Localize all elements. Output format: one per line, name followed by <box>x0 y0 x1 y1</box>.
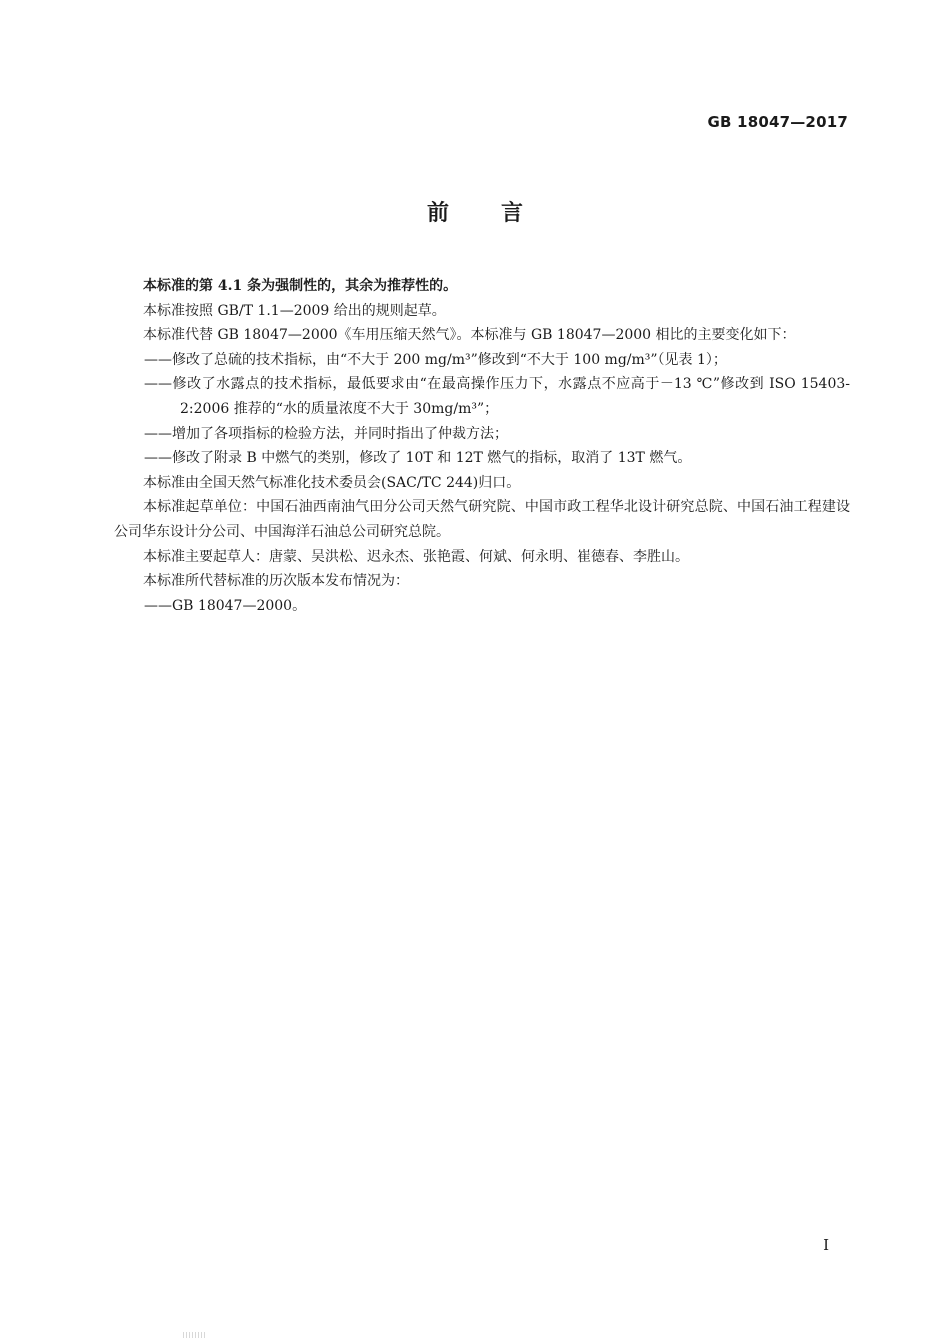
mandatory-clause-statement: 本标准的第 4.1 条为强制性的，其余为推荐性的。 <box>143 278 458 294</box>
page-number: I <box>823 1236 829 1254</box>
history-statement: 本标准所代替标准的历次版本发布情况为： <box>143 573 409 590</box>
foreword-body <box>114 274 850 618</box>
drafting-units-statement: 本标准起草单位：中国石油西南油气田分公司天然气研究院、中国市政工程华北设计研究总院、中国石油工程建设公司华东设计分公司、中国海洋石油总公司研究总院。 <box>114 499 850 540</box>
change-item-4: ——修改了附录 B 中燃气的类别，修改了 10T 和 12T 燃气的指标，取消了 13T 燃气。 <box>144 450 692 467</box>
change-item-1: ——修改了总硫的技术指标，由“不大于 200 mg/m³”修改到“不大于 100 mg/m³”（见表 1）； <box>144 351 727 368</box>
replacement-statement: 本标准代替 GB 18047—2000《车用压缩天然气》。本标准与 GB 18047—2000 相比的主要变化如下： <box>143 327 796 344</box>
title-part-1: 前 <box>426 201 449 226</box>
page-title <box>0 196 950 227</box>
history-item-1: ——GB 18047—2000。 <box>144 597 307 614</box>
title-part-2: 言 <box>501 201 524 226</box>
change-item-2: ——修改了水露点的技术指标，最低要求由“在最高操作压力下，水露点不应高于－13 ℃”修改到 ISO 15403-2:2006 推荐的“水的质量浓度不大于 30mg/m³”； <box>144 376 850 417</box>
standard-number: GB 18047—2017 <box>707 113 848 131</box>
drafting-rules-statement: 本标准按照 GB/T 1.1—2009 给出的规则起草。 <box>143 302 446 319</box>
scan-artifact <box>183 1332 205 1338</box>
drafters-statement: 本标准主要起草人：唐蒙、吴洪松、迟永杰、张艳霞、何斌、何永明、崔德春、李胜山。 <box>143 548 689 565</box>
change-item-3: ——增加了各项指标的检验方法，并同时指出了仲裁方法； <box>144 425 508 442</box>
committee-statement: 本标准由全国天然气标准化技术委员会(SAC/TC 244)归口。 <box>143 474 521 491</box>
